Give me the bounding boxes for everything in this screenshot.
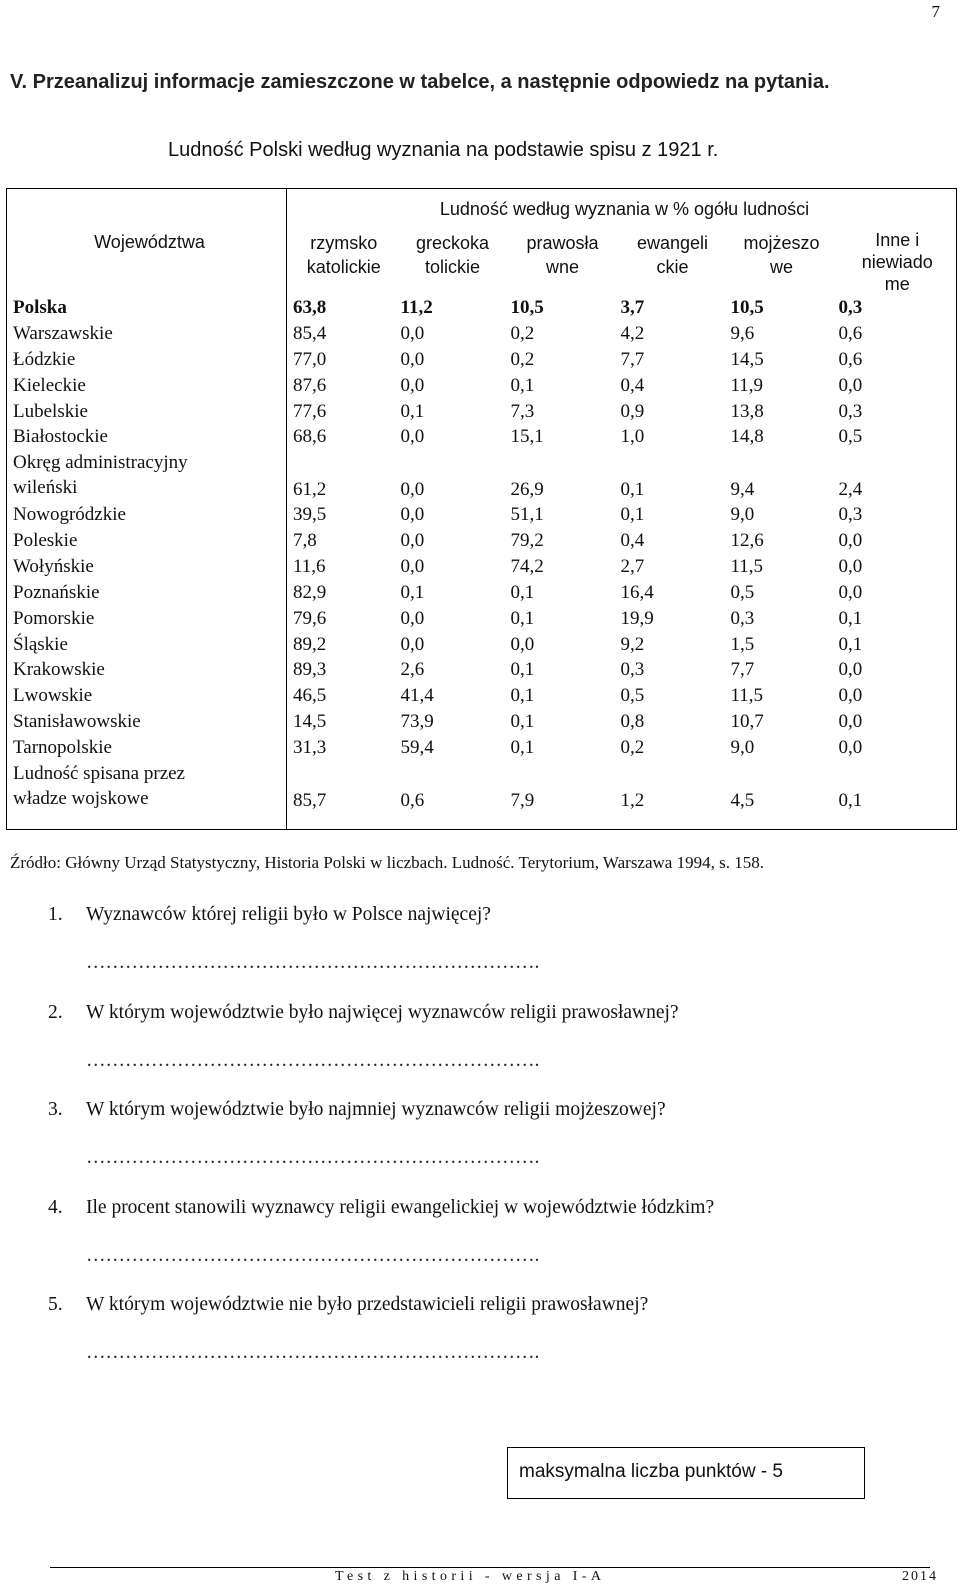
footer-year: 2014 <box>902 1569 938 1584</box>
percentage-cell: 9,6 <box>730 322 755 344</box>
table-row <box>7 683 957 709</box>
table-row <box>7 373 957 399</box>
percentage-cell: 14,5 <box>293 711 327 733</box>
table-row <box>7 580 957 606</box>
voivodeship-name-line: Polska <box>13 297 67 318</box>
percentage-cell: 0,8 <box>620 711 645 733</box>
voivodeship-name <box>7 528 287 554</box>
percentage-cell: 0,1 <box>510 737 535 759</box>
percentage-cell: 0,1 <box>510 374 535 396</box>
voivodeship-name-line: Pomorskie <box>13 607 95 629</box>
voivodeship-name-line: Białostockie <box>13 426 108 448</box>
religion-group-header: Ludność według wyznania w % ogółu ludności <box>287 189 957 230</box>
percentage-cell: 12,6 <box>730 530 764 552</box>
percentage-cell: 0,6 <box>833 347 957 373</box>
table-body <box>7 295 957 829</box>
percentage-cell: 0,9 <box>620 400 645 422</box>
column-header-line: katolickie <box>306 257 381 277</box>
percentage-cell: 0,0 <box>510 633 535 655</box>
percentage-cell: 0,0 <box>833 735 957 761</box>
percentage-cell: 0,5 <box>730 581 755 603</box>
percentage-cell: 85,7 <box>287 761 395 829</box>
voivodeship-name <box>7 450 287 502</box>
column-header-line: mojżeszo <box>743 233 820 253</box>
source-note: Źródło: Główny Urząd Statystyczny, Historia Polski w liczbach. Ludność. Terytorium, Warszawa 1994, s. 158. <box>10 853 764 872</box>
percentage-cell: 87,6 <box>293 374 327 396</box>
percentage-cell: 89,2 <box>293 633 327 655</box>
voivodeship-name <box>7 632 287 658</box>
max-points-box <box>507 1447 865 1499</box>
column-header-line: rzymsko <box>310 233 378 253</box>
voivodeship-name-line: Lubelskie <box>13 400 88 422</box>
question-number: 5. <box>48 1294 63 1315</box>
question-text: Wyznawców której religii było w Polsce najwięcej? <box>86 904 491 925</box>
table-row <box>7 528 957 554</box>
percentage-cell: 3,7 <box>620 297 645 318</box>
voivodeship-name <box>7 424 287 450</box>
percentage-cell: 0,0 <box>400 348 425 370</box>
percentage-cell: 11,5 <box>730 685 764 707</box>
column-header <box>287 229 395 295</box>
percentage-cell: 0,0 <box>400 374 425 396</box>
table-row <box>7 606 957 632</box>
percentage-cell: 0,1 <box>620 479 645 501</box>
percentage-cell: 0,0 <box>833 657 957 683</box>
voivodeship-name-line: Śląskie <box>13 633 68 655</box>
percentage-cell: 1,0 <box>620 426 645 448</box>
percentage-cell: 0,1 <box>510 607 535 629</box>
percentage-cell: 61,2 <box>293 479 327 501</box>
percentage-cell: 14,8 <box>730 426 764 448</box>
percentage-cell: 0,2 <box>510 322 535 344</box>
percentage-cell: 46,5 <box>293 685 327 707</box>
voivodeship-name-line: wileński <box>13 477 78 499</box>
percentage-cell: 89,3 <box>293 659 327 681</box>
table-row <box>7 450 957 502</box>
percentage-cell: 63,8 <box>293 297 327 318</box>
percentage-cell: 0,0 <box>400 530 425 552</box>
column-header-line: greckoka <box>415 233 490 253</box>
column-header <box>505 229 615 295</box>
voivodeship-name <box>7 554 287 580</box>
table-row <box>7 295 957 321</box>
column-header-line: tolickie <box>424 257 481 277</box>
percentage-cell: 16,4 <box>620 581 654 603</box>
column-header <box>395 229 505 295</box>
percentage-cell: 59,4 <box>400 737 434 759</box>
voivodeship-name-line: Łódzkie <box>13 348 76 370</box>
percentage-cell: 10,5 <box>510 297 544 318</box>
table-title: Ludność Polski według wyznania na podstawie spisu z 1921 r. <box>168 139 719 161</box>
question-item <box>48 904 928 1002</box>
percentage-cell: 0,2 <box>510 348 535 370</box>
percentage-cell: 7,7 <box>620 348 645 370</box>
percentage-cell: 0,0 <box>833 709 957 735</box>
percentage-cell: 0,1 <box>620 504 645 526</box>
task-heading: V. Przeanalizuj informacje zamieszczone w tabelce, a następnie odpowiedz na pytania. <box>10 71 830 93</box>
column-header <box>833 229 957 295</box>
percentage-cell: 7,7 <box>730 659 755 681</box>
voivodeship-name <box>7 399 287 425</box>
percentage-cell: 0,1 <box>510 581 535 603</box>
percentage-cell: 0,5 <box>620 685 645 707</box>
question-number: 4. <box>48 1196 63 1218</box>
percentage-cell: 13,8 <box>730 400 764 422</box>
percentage-cell: 0,3 <box>730 607 755 629</box>
max-points-label: maksymalna liczba punktów - 5 <box>519 1461 783 1482</box>
percentage-cell: 0,6 <box>833 321 957 347</box>
voivodeship-name-line: Wołyńskie <box>13 555 94 577</box>
percentage-cell: 0,1 <box>510 659 535 681</box>
table-row <box>7 735 957 761</box>
question-text: W którym województwie było najwięcej wyznawców religii prawosławnej? <box>86 1001 679 1023</box>
percentage-cell: 0,0 <box>400 504 425 526</box>
percentage-cell: 2,6 <box>400 659 425 681</box>
percentage-cell: 0,3 <box>833 399 957 425</box>
percentage-cell: 10,7 <box>730 711 764 733</box>
percentage-cell: 39,5 <box>293 504 327 526</box>
table-row <box>7 761 957 829</box>
percentage-cell: 9,2 <box>620 633 645 655</box>
percentage-cell: 0,1 <box>833 632 957 658</box>
voivodeship-name-line: Okręg administracyjny <box>13 452 188 474</box>
voivodeship-name <box>7 657 287 683</box>
percentage-cell: 0,0 <box>400 479 425 501</box>
percentage-cell: 0,0 <box>400 322 425 344</box>
answer-line[interactable]: ……………………………………………………………. <box>86 1147 540 1168</box>
percentage-cell: 0,0 <box>400 633 425 655</box>
percentage-cell: 4,2 <box>620 322 645 344</box>
column-header-line: we <box>769 257 793 277</box>
percentage-cell: 77,0 <box>293 348 327 370</box>
percentage-cell: 0,0 <box>833 554 957 580</box>
percentage-cell: 2,7 <box>620 555 645 577</box>
percentage-cell: 0,3 <box>620 659 645 681</box>
percentage-cell: 0,0 <box>833 373 957 399</box>
voivodeship-name <box>7 502 287 528</box>
answer-line[interactable]: ……………………………………………………………. <box>86 952 540 973</box>
column-header-line: ckie <box>656 257 689 277</box>
table-row <box>7 502 957 528</box>
voivodeship-name-line: Poleskie <box>13 530 78 552</box>
question-number: 3. <box>48 1099 63 1120</box>
footer-test-name: Test z historii - wersja I-A <box>335 1569 606 1584</box>
voivodeship-name-line: Nowogródzkie <box>13 504 126 526</box>
voivodeship-name <box>7 735 287 761</box>
column-header <box>725 229 833 295</box>
percentage-cell: 74,2 <box>510 555 544 577</box>
question-number: 1. <box>48 904 63 925</box>
percentage-cell: 14,5 <box>730 348 764 370</box>
percentage-cell: 0,4 <box>620 374 645 396</box>
percentage-cell: 9,0 <box>730 504 755 526</box>
voivodeship-name-line: Ludność spisana przez <box>13 763 185 785</box>
question-text: W którym województwie nie było przedstawicieli religii prawosławnej? <box>86 1294 649 1315</box>
question-item <box>48 1197 928 1295</box>
percentage-cell: 85,4 <box>293 322 327 344</box>
column-header-line: prawosła <box>526 233 599 253</box>
percentage-cell: 0,1 <box>510 685 535 707</box>
voivodeship-name-line: władze wojskowe <box>13 788 149 810</box>
percentage-cell: 9,0 <box>730 737 755 759</box>
voivodeship-name-line: Warszawskie <box>13 322 113 344</box>
column-header-line: wne <box>545 257 580 277</box>
percentage-cell: 0,0 <box>400 555 425 577</box>
voivodeship-name <box>7 761 287 829</box>
question-list <box>48 904 928 1392</box>
percentage-cell: 0,0 <box>833 580 957 606</box>
percentage-cell: 0,1 <box>833 606 957 632</box>
voivodeship-name-line: Lwowskie <box>13 685 93 707</box>
percentage-cell: 1,5 <box>730 633 755 655</box>
question-item <box>48 1294 928 1392</box>
percentage-cell: 0,6 <box>395 761 505 829</box>
voivodeship-name-line: Tarnopolskie <box>13 737 112 759</box>
percentage-cell: 26,9 <box>510 479 544 501</box>
voivodeship-name-line: Krakowskie <box>13 659 105 681</box>
question-text: Ile procent stanowili wyznawcy religii ewangelickiej w województwie łódzkim? <box>86 1196 715 1218</box>
percentage-cell: 0,5 <box>833 424 957 450</box>
percentage-cell: 0,0 <box>833 683 957 709</box>
percentage-cell: 68,6 <box>293 426 327 448</box>
percentage-cell: 11,9 <box>730 374 764 396</box>
table-row <box>7 657 957 683</box>
percentage-cell: 0,1 <box>400 400 425 422</box>
percentage-cell: 4,5 <box>725 761 833 829</box>
percentage-cell: 11,2 <box>400 297 433 318</box>
column-header-line: me <box>884 274 910 294</box>
percentage-cell: 77,6 <box>293 400 327 422</box>
percentage-cell: 41,4 <box>400 685 434 707</box>
percentage-cell: 79,2 <box>510 530 544 552</box>
question-number: 2. <box>48 1001 63 1023</box>
percentage-cell: 0,2 <box>620 737 645 759</box>
page-number: 7 <box>931 2 940 21</box>
voivodeship-name <box>7 683 287 709</box>
voivodeship-header: Województwa <box>7 189 287 296</box>
column-header-line: niewiado <box>861 252 933 272</box>
percentage-cell: 0,1 <box>400 581 425 603</box>
percentage-cell: 73,9 <box>400 711 434 733</box>
voivodeship-name <box>7 347 287 373</box>
percentage-cell: 10,5 <box>730 297 764 318</box>
voivodeship-name <box>7 709 287 735</box>
percentage-cell: 1,2 <box>615 761 725 829</box>
percentage-cell: 0,0 <box>400 426 425 448</box>
percentage-cell: 79,6 <box>293 607 327 629</box>
percentage-cell: 11,6 <box>293 555 326 577</box>
percentage-cell: 19,9 <box>620 607 654 629</box>
answer-line[interactable]: ……………………………………………………………. <box>86 1049 540 1071</box>
percentage-cell: 31,3 <box>293 737 327 759</box>
footer-rule <box>50 1567 930 1568</box>
percentage-cell: 0,3 <box>833 295 957 321</box>
question-text: W którym województwie było najmniej wyznawców religii mojżeszowej? <box>86 1099 666 1120</box>
percentage-cell: 2,4 <box>833 450 957 502</box>
voivodeship-name <box>7 295 287 321</box>
percentage-cell: 0,1 <box>510 711 535 733</box>
percentage-cell: 7,8 <box>293 530 317 552</box>
question-item <box>48 1099 928 1197</box>
percentage-cell: 0,0 <box>400 607 425 629</box>
column-header-line: Inne i <box>875 230 920 250</box>
table-row <box>7 424 957 450</box>
percentage-cell: 82,9 <box>293 581 327 603</box>
percentage-cell: 51,1 <box>510 504 544 526</box>
voivodeship-name <box>7 580 287 606</box>
percentage-cell: 11,5 <box>730 555 764 577</box>
voivodeship-name <box>7 321 287 347</box>
table-row <box>7 554 957 580</box>
percentage-cell: 7,9 <box>505 761 615 829</box>
voivodeship-name-line: Kieleckie <box>13 374 86 396</box>
voivodeship-name-line: Stanisławowskie <box>13 711 141 733</box>
population-by-religion-table <box>6 188 957 830</box>
answer-line[interactable]: ……………………………………………………………. <box>86 1342 540 1363</box>
percentage-cell: 0,4 <box>620 530 645 552</box>
table-row <box>7 321 957 347</box>
column-header <box>615 229 725 295</box>
voivodeship-name <box>7 373 287 399</box>
voivodeship-name <box>7 606 287 632</box>
table-row <box>7 347 957 373</box>
voivodeship-name-line: Poznańskie <box>13 581 100 603</box>
percentage-cell: 0,0 <box>833 528 957 554</box>
answer-line[interactable]: ……………………………………………………………. <box>86 1244 540 1266</box>
percentage-cell: 9,4 <box>730 479 755 501</box>
column-header-line: ewangeli <box>636 233 709 253</box>
percentage-cell: 7,3 <box>510 400 535 422</box>
table-row <box>7 709 957 735</box>
question-item <box>48 1002 928 1100</box>
table-row <box>7 632 957 658</box>
percentage-cell: 0,1 <box>833 761 957 829</box>
table-row <box>7 399 957 425</box>
percentage-cell: 15,1 <box>510 426 544 448</box>
percentage-cell: 0,3 <box>833 502 957 528</box>
